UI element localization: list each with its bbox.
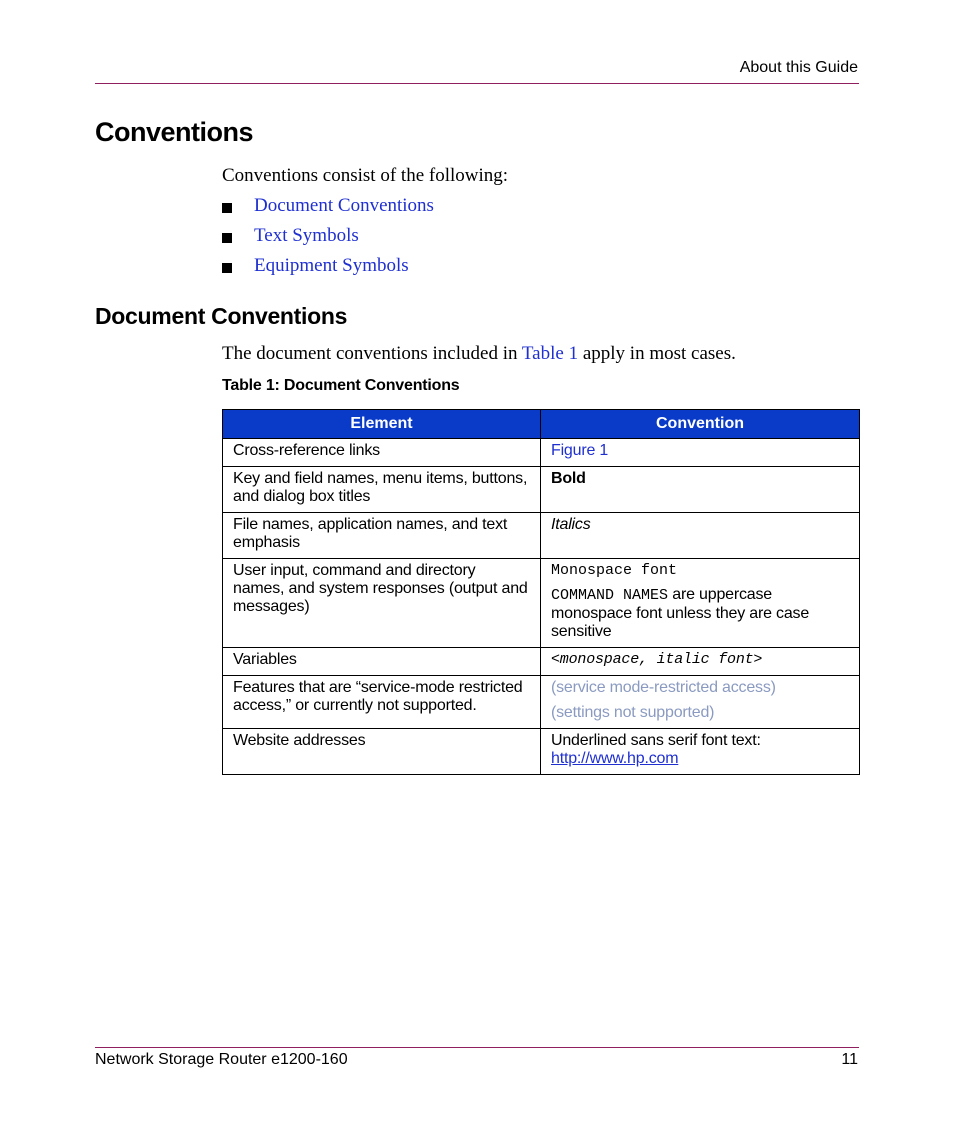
cell-element: Variables xyxy=(223,648,541,676)
bullet-icon xyxy=(222,233,232,243)
page-number: 11 xyxy=(841,1051,858,1068)
not-supported-example: (settings not supported) xyxy=(551,704,715,721)
list-item xyxy=(222,195,434,225)
heading-document-conventions: Document Conventions xyxy=(95,303,348,329)
cell-convention xyxy=(541,559,860,648)
conventions-list xyxy=(222,195,434,285)
cell-convention: Bold xyxy=(541,467,860,513)
convention-command-names xyxy=(551,586,849,641)
header-rule xyxy=(95,83,859,84)
cell-element: File names, application names, and text emphasis xyxy=(223,513,541,559)
table-row xyxy=(223,729,860,775)
conventions-intro: Conventions consist of the following: xyxy=(222,165,509,186)
cell-element: Website addresses xyxy=(223,729,541,775)
list-item xyxy=(222,255,434,285)
command-names-example: COMMAND NAMES xyxy=(551,587,669,604)
table-row xyxy=(223,676,860,729)
cell-convention xyxy=(541,676,860,729)
table-caption: Table 1: Document Conventions xyxy=(222,377,460,394)
link-equipment-symbols[interactable]: Equipment Symbols xyxy=(254,255,409,276)
cell-element: Features that are “service-mode restricted access,” or currently not supported. xyxy=(223,676,541,729)
cell-convention: Italics xyxy=(541,513,860,559)
table-header-row xyxy=(223,410,860,439)
table-row xyxy=(223,513,860,559)
table-row xyxy=(223,467,860,513)
link-table-1[interactable]: Table 1 xyxy=(521,343,579,364)
convention-monospace-example: Monospace font xyxy=(551,562,678,579)
cell-element: Key and field names, menu items, buttons, and dialog box titles xyxy=(223,467,541,513)
cell-element: Cross-reference links xyxy=(223,439,541,467)
para-text-after: apply in most cases. xyxy=(578,343,736,364)
command-names-description: are uppercase monospace font unless they are case sensitive xyxy=(551,586,810,640)
cell-convention xyxy=(541,729,860,775)
table-row xyxy=(223,559,860,648)
service-mode-example: (service mode-restricted access) xyxy=(551,679,776,696)
website-convention-text: Underlined sans serif font text: xyxy=(551,732,761,749)
running-header: About this Guide xyxy=(739,59,858,76)
para-text-before: The document conventions included in xyxy=(222,343,522,364)
table-row xyxy=(223,439,860,467)
cell-convention: <monospace, italic font> xyxy=(541,648,860,676)
table-row xyxy=(223,648,860,676)
bullet-icon xyxy=(222,263,232,273)
document-conventions-paragraph xyxy=(222,343,736,365)
column-header-element: Element xyxy=(223,410,541,439)
conventions-table xyxy=(222,409,860,775)
link-figure-1[interactable]: Figure 1 xyxy=(551,442,609,459)
footer-product-name: Network Storage Router e1200-160 xyxy=(95,1051,348,1068)
link-text-symbols[interactable]: Text Symbols xyxy=(254,225,359,246)
cell-element: User input, command and directory names, and system responses (output and messages) xyxy=(223,559,541,648)
footer-rule xyxy=(95,1047,859,1048)
list-item xyxy=(222,225,434,255)
link-document-conventions[interactable]: Document Conventions xyxy=(254,195,434,216)
heading-conventions: Conventions xyxy=(95,117,254,147)
bullet-icon xyxy=(222,203,232,213)
cell-convention xyxy=(541,439,860,467)
column-header-convention: Convention xyxy=(541,410,860,439)
website-url-link[interactable]: http://www.hp.com xyxy=(551,750,679,767)
